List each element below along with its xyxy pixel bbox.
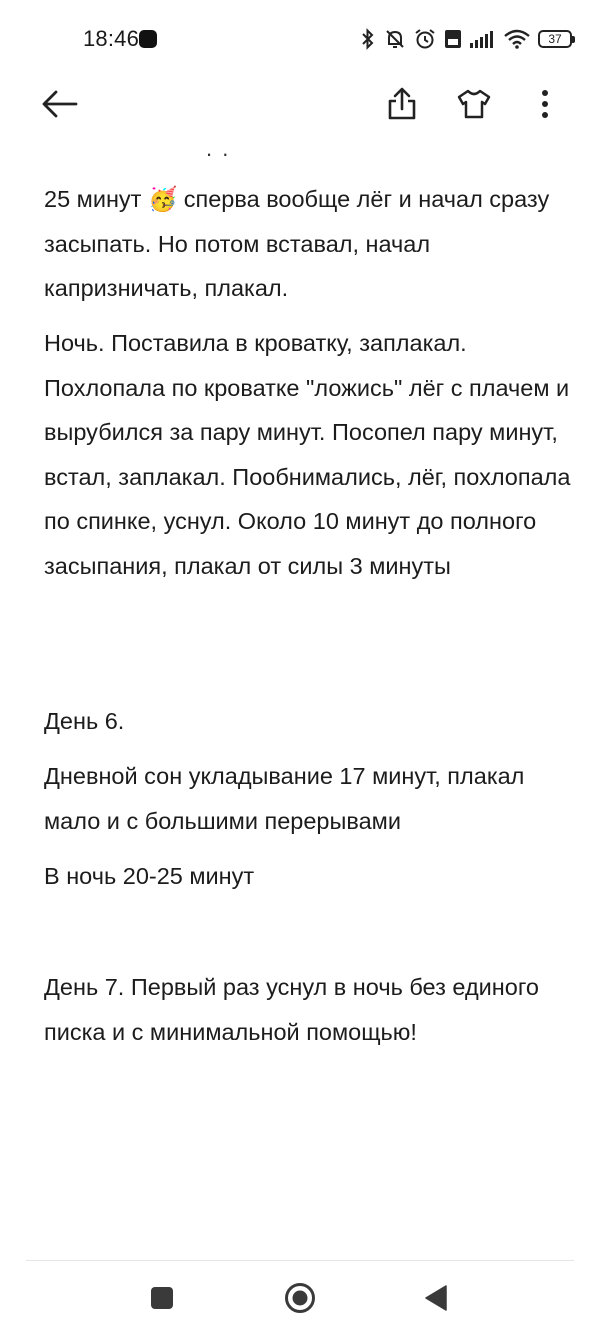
back-triangle-icon [424,1285,448,1311]
note-toolbar [0,78,600,134]
recents-button[interactable] [144,1280,180,1316]
screen-record-icon [139,30,157,48]
status-icons [360,26,572,52]
back-button[interactable] [36,80,84,128]
share-button[interactable] [378,80,426,128]
more-options-button[interactable] [521,80,569,128]
note-paragraph[interactable]: Ночь. Поставила в кроватку, заплакал. Похлопала по кроватке "ложись" лёг с плачем и вырубился за пару минут. Посопел пару минут, встал, заплакал. Пообнимались, лёг, похлопала по спинке, уснул. Около 10 минут до полного засыпания, плакал от силы 3 минуты [44,330,571,579]
note-paragraph[interactable]: В ночь 20-25 минут [44,863,255,889]
status-time: 18:46 [83,26,140,51]
status-bar [0,0,600,78]
volte-icon [444,29,462,49]
bluetooth-icon [360,28,376,50]
battery-level: 37 [548,32,562,46]
alarm-icon [414,28,436,50]
wifi-icon [504,29,530,49]
recents-square-icon [150,1286,174,1310]
home-button[interactable] [282,1280,318,1316]
partial-text-dots: . . [206,136,231,161]
shirt-icon [457,89,491,119]
more-vert-icon [540,89,550,119]
share-icon [387,87,417,121]
note-heading-day6[interactable]: День 6. [44,708,125,734]
signal-icon [470,30,496,48]
bell-muted-icon [384,28,406,50]
note-paragraph[interactable]: Дневной сон укладывание 17 минут, плакал мало и с большими перерывами [44,763,525,834]
back-nav-button[interactable] [418,1280,454,1316]
battery-icon [538,30,572,48]
theme-button[interactable] [450,80,498,128]
nav-divider [26,1260,574,1261]
system-nav-bar [0,1262,600,1332]
note-paragraph[interactable]: День 7. Первый раз уснул в ночь без единого писка и с минимальной помощью! [44,974,539,1045]
note-paragraph[interactable]: 25 минут 🥳 сперва вообще лёг и начал сразу засыпать. Но потом вставал, начал капризничать, плакал. [44,186,550,301]
back-arrow-icon [42,90,78,118]
home-circle-icon [284,1282,316,1314]
